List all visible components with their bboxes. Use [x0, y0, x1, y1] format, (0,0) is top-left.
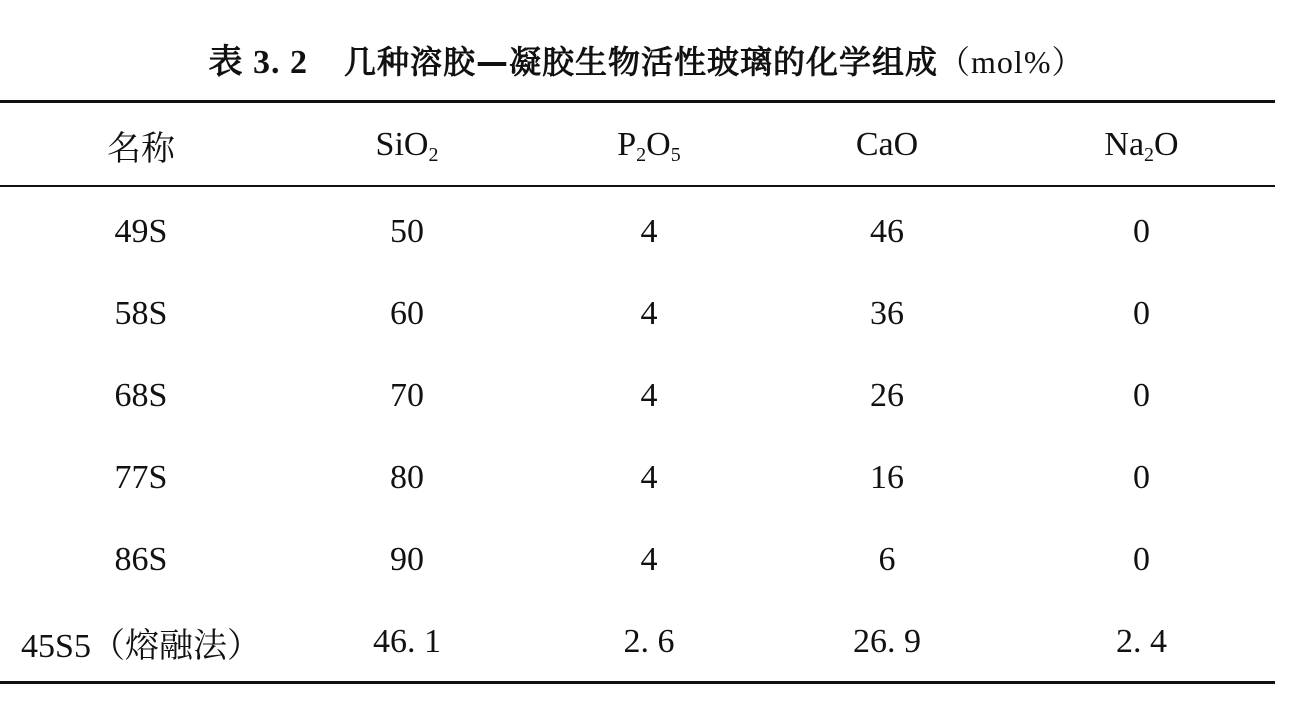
cell-cao: 46 [870, 213, 904, 250]
composition-table [0, 103, 1275, 683]
table-row [0, 519, 1275, 601]
cell-na2o: 0 [1133, 541, 1150, 578]
table-title: 几种溶胶—凝胶生物活性玻璃的化学组成 [344, 43, 939, 81]
cell-na2o: 0 [1133, 377, 1150, 414]
cell-na2o: 0 [1133, 213, 1150, 250]
cell-cao: 36 [870, 295, 904, 332]
cell-p2o5: 4 [640, 295, 658, 332]
cell-p2o5: 4 [640, 377, 658, 414]
table-row [0, 601, 1275, 683]
cell-name: 86S [114, 541, 168, 578]
cell-name: 45S5（熔融法） [21, 627, 261, 665]
header-row [0, 103, 1275, 187]
cell-sio2: 70 [390, 377, 424, 414]
cell-na2o: 2. 4 [1116, 623, 1167, 660]
cell-sio2: 80 [390, 459, 424, 496]
cell-na2o: 0 [1133, 459, 1150, 496]
cell-name: 49S [114, 213, 168, 250]
cell-cao: 16 [870, 459, 904, 496]
table-row [0, 273, 1275, 355]
cell-p2o5: 4 [640, 541, 658, 578]
cell-sio2: 60 [390, 295, 424, 332]
cell-cao: 6 [878, 541, 896, 578]
table-row [0, 187, 1275, 273]
cell-name: 77S [114, 459, 168, 496]
table-row [0, 355, 1275, 437]
table-row [0, 437, 1275, 519]
cell-name: 68S [114, 377, 168, 414]
cell-p2o5: 4 [640, 213, 658, 250]
header-name: 名称 [107, 128, 175, 169]
table-number: 表 3. 2 [208, 44, 309, 81]
header-cao: CaO [855, 126, 919, 163]
cell-p2o5: 4 [640, 459, 658, 496]
table-caption [0, 38, 1293, 87]
cell-sio2: 46. 1 [373, 623, 441, 660]
header-na2o: $Na_2O$ [1104, 126, 1179, 166]
cell-name: 58S [114, 295, 168, 332]
cell-na2o: 0 [1133, 295, 1150, 332]
header-p2o5: $P_2O_5$ [617, 126, 681, 166]
cell-sio2: 90 [390, 541, 424, 578]
table-unit: （mol%） [938, 44, 1085, 80]
cell-cao: 26 [870, 377, 904, 414]
cell-cao: 26. 9 [853, 623, 921, 660]
header-sio2: SiO$_2$ [375, 126, 439, 166]
cell-sio2: 50 [390, 213, 424, 250]
cell-p2o5: 2. 6 [623, 623, 675, 660]
